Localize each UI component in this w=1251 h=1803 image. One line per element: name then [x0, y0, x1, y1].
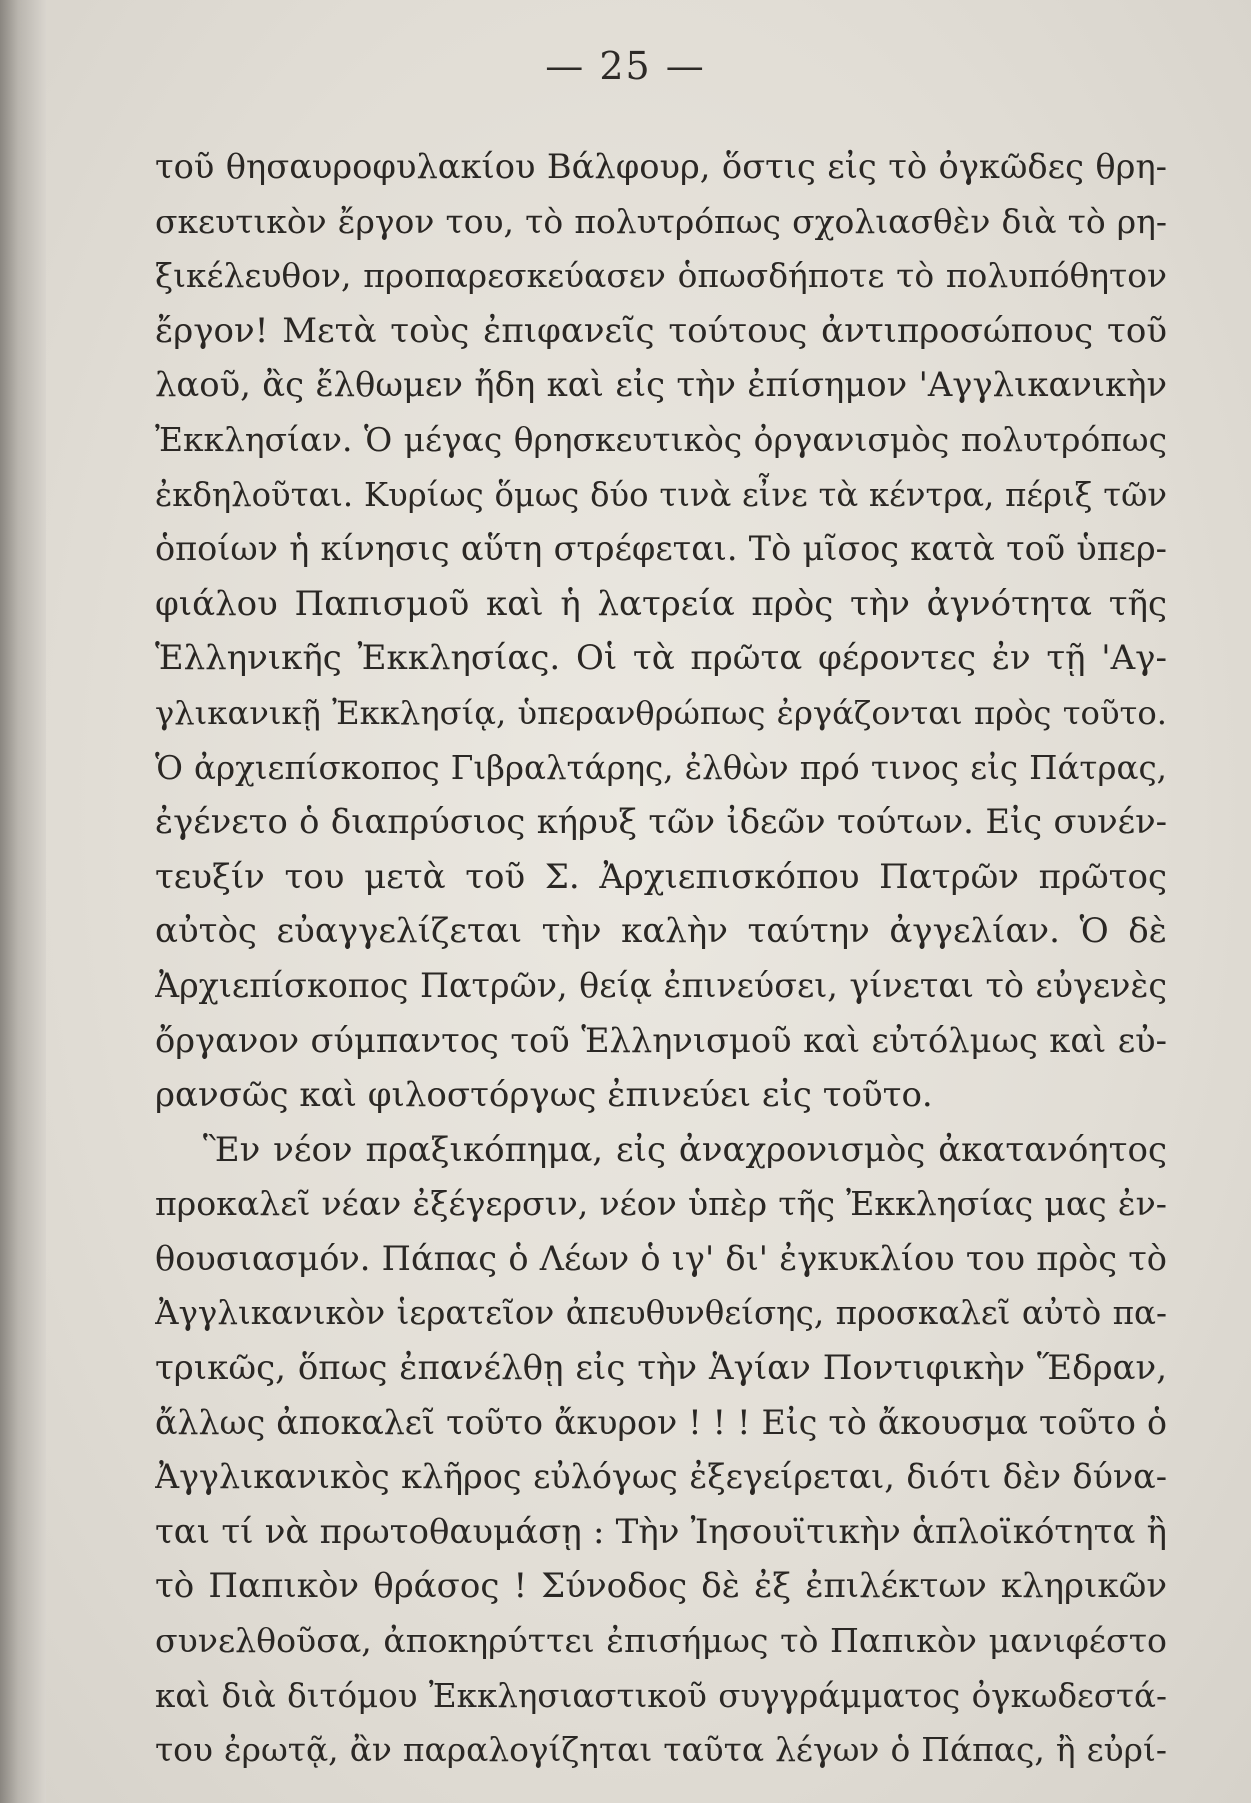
text-line: αὐτὸς εὐαγγελίζεται τὴν καλὴν ταύτην ἀγγελίαν. Ὁ δὲ: [155, 911, 1167, 952]
text-line: του ἐρωτᾷ, ἂν παραλογίζηται ταῦτα λέγων ὁ Πάπας, ἢ εὐρί-: [155, 1730, 1167, 1770]
text-line: φιάλου Παπισμοῦ καὶ ἡ λατρεία πρὸς τὴν ἀγνότητα τῆς: [155, 583, 1167, 624]
body-text: [155, 140, 1167, 1778]
paragraph-last-line: ρανσῶς καὶ φιλοστόργως ἐπινεύει εἰς τοῦτο.: [155, 1075, 933, 1116]
text-line: σκευτικὸν ἔργον του, τὸ πολυτρόπως σχολιασθὲν διὰ τὸ ρη-: [155, 201, 1167, 241]
text-line: τοῦ θησαυροφυλακίου Βάλφουρ, ὅστις εἰς τὸ ὀγκῶδες θρη-: [155, 147, 1167, 186]
text-line: ξικέλευθον, προπαρεσκεύασεν ὁπωσδήποτε τὸ πολυπόθητον: [155, 256, 1167, 296]
text-line: Ἑλληνικῆς Ἐκκλησίας. Οἱ τὰ πρῶτα φέροντες ἐν τῇ 'Αγ-: [155, 638, 1167, 679]
text-line: ἔργον! Μετὰ τοὺς ἐπιφανεῖς τούτους ἀντιπροσώπους τοῦ: [155, 310, 1167, 351]
text-line: ἐκδηλοῦται. Κυρίως ὅμως δύο τινὰ εἶνε τὰ κέντρα, πέριξ τῶν: [155, 475, 1167, 514]
text-line: προκαλεῖ νέαν ἐξέγερσιν, νέον ὑπὲρ τῆς Ἐκκλησίας μας ἐν-: [155, 1184, 1167, 1224]
text-line: θουσιασμόν. Πάπας ὁ Λέων ὁ ιγ' δι' ἐγκυκλίου του πρὸς τὸ: [155, 1238, 1167, 1278]
text-line: ὁποίων ἡ κίνησις αὕτη στρέφεται. Τὸ μῖσος κατὰ τοῦ ὑπερ-: [155, 529, 1167, 569]
binding-shadow: [0, 0, 46, 1803]
text-line: λαοῦ, ἂς ἔλθωμεν ἤδη καὶ εἰς τὴν ἐπίσημον 'Αγγλικανικὴν: [155, 365, 1167, 405]
text-line: ἐγένετο ὁ διαπρύσιος κήρυξ τῶν ἰδεῶν τούτων. Εἰς συνέν-: [155, 802, 1167, 842]
text-line: Ἀγγλικανικὸς κλῆρος εὐλόγως ἐξεγείρεται, διότι δὲν δύνα-: [155, 1457, 1167, 1497]
text-line: καὶ διὰ διτόμου Ἐκκλησιαστικοῦ συγγράμματος ὀγκωδεστά-: [155, 1676, 1167, 1715]
text-line: τρικῶς, ὅπως ἐπανέλθῃ εἰς τὴν Ἁγίαν Ποντιφικὴν Ἕδραν,: [155, 1348, 1167, 1389]
text-line: Ἀγγλικανικὸν ἱερατεῖον ἀπευθυνθείσης, προσκαλεῖ αὐτὸ πα-: [155, 1294, 1167, 1333]
text-line: γλικανικῇ Ἐκκλησίᾳ, ὑπερανθρώπως ἐργάζονται πρὸς τοῦτο.: [155, 693, 1167, 732]
text-line: τὸ Παπικὸν θράσος ! Σύνοδος δὲ ἐξ ἐπιλέκτων κληρικῶν: [155, 1566, 1167, 1607]
text-line: ται τί νὰ πρωτοθαυμάσῃ : Τὴν Ἰησουϊτικὴν ἁπλοϊκότητα ἢ: [155, 1511, 1167, 1552]
text-line: Ἀρχιεπίσκοπος Πατρῶν, θείᾳ ἐπινεύσει, γίνεται τὸ εὐγενὲς: [155, 965, 1167, 1005]
text-line: τευξίν του μετὰ τοῦ Σ. Ἀρχιεπισκόπου Πατρῶν πρῶτος: [155, 856, 1167, 897]
text-line: Ὁ ἀρχιεπίσκοπος Γιβραλτάρης, ἐλθὼν πρό τινος εἰς Πάτρας,: [155, 748, 1167, 787]
text-line: ὄργανον σύμπαντος τοῦ Ἑλληνισμοῦ καὶ εὐτόλμως καὶ εὐ-: [155, 1020, 1167, 1060]
paragraph-first-line: Ἓν νέον πραξικόπημα, εἰς ἀναχρονισμὸς ἀκατανόητος: [203, 1129, 1167, 1170]
text-line: ἄλλως ἀποκαλεῖ τοῦτο ἄκυρον ! ! ! Εἰς τὸ ἄκουσμα τοῦτο ὁ: [155, 1402, 1167, 1442]
text-line: Ἐκκλησίαν. Ὁ μέγας θρησκευτικὸς ὀργανισμὸς πολυτρόπως: [155, 420, 1167, 459]
page-number: — 25 —: [545, 44, 706, 88]
text-line: συνελθοῦσα, ἀποκηρύττει ἐπισήμως τὸ Παπικὸν μανιφέστο: [155, 1621, 1167, 1661]
